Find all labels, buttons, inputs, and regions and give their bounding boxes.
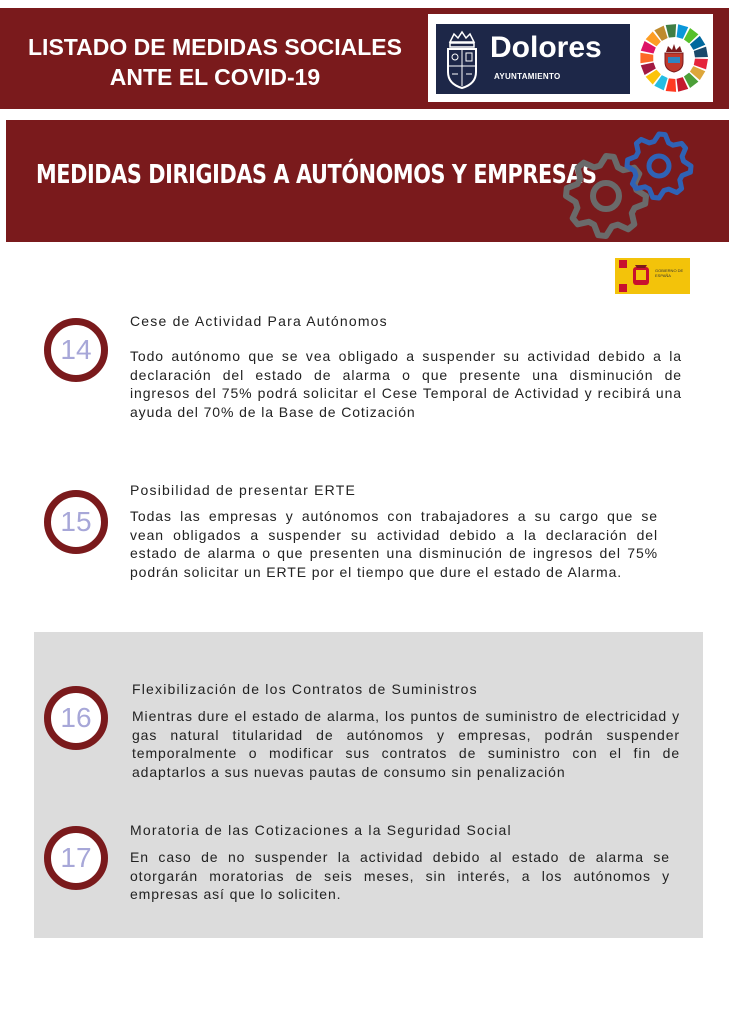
number-badge: [44, 318, 108, 382]
measure-number: 16: [60, 702, 92, 733]
measure-description: Mientras dure el estado de alarma, los puntos de suministro de electricidad y gas natural titularidad de autónomos y empresas, podrán suspender temporalmente o modificar sus contratos de suministro con el fin de adaptarlos a sus nuevas pautas de consumo sin penalización: [132, 708, 680, 780]
header-bar: [0, 8, 729, 109]
municipal-logo: [428, 14, 713, 102]
measure-number: 14: [60, 334, 92, 365]
page-title: [8, 32, 422, 92]
government-label: GOBIERNO DE ESPAÑA: [655, 268, 684, 278]
logo-name: Dolores: [490, 31, 602, 64]
section-title: MEDIDAS DIRIGIDAS A AUTÓNOMOS Y EMPRESAS: [36, 160, 597, 190]
measure-number: 17: [60, 842, 92, 873]
measure-title: Flexibilización de los Contratos de Suministros: [132, 681, 478, 697]
measure-title: Moratoria de las Cotizaciones a la Seguridad Social: [130, 822, 512, 838]
sdg-wheel-icon: [638, 22, 710, 94]
measure-number: 15: [60, 506, 92, 537]
number-badge: [44, 826, 108, 890]
title-line-1: LISTADO DE MEDIDAS SOCIALES: [28, 34, 402, 60]
section-banner: [6, 120, 729, 242]
shield-icon: [631, 263, 651, 289]
measure-description: Todo autónomo que se vea obligado a suspender su actividad debido a la declaración del estado de alarma o que presente una disminución de ingresos del 75% podrá solicitar el Cese Temporal de Actividad y recibirá una ayuda del 70% de la Base de Cotización: [130, 348, 682, 420]
logo-panel: [436, 24, 630, 94]
government-logo: [615, 258, 690, 294]
logo-subtitle: AYUNTAMIENTO: [494, 72, 561, 81]
number-badge: [44, 686, 108, 750]
measure-title: Posibilidad de presentar ERTE: [130, 482, 356, 498]
gears-icon: [554, 128, 704, 246]
number-badge: [44, 490, 108, 554]
flag-icon: [619, 260, 627, 292]
crest-icon: [442, 28, 482, 90]
title-line-2: ANTE EL COVID-19: [109, 64, 321, 90]
measure-description: Todas las empresas y autónomos con trabajadores a su cargo que se vean obligados a suspender su actividad debido a la declaración del estado de alarma o que presenten una disminución de ingresos del 75% podrán solicitar un ERTE por el tiempo que dure el estado de Alarma.: [130, 508, 658, 580]
measure-description: En caso de no suspender la actividad debido al estado de alarma se otorgarán moratorias de seis meses, sin interés, a los autónomos y empresas así que lo soliciten.: [130, 849, 670, 902]
measure-title: Cese de Actividad Para Autónomos: [130, 313, 388, 329]
